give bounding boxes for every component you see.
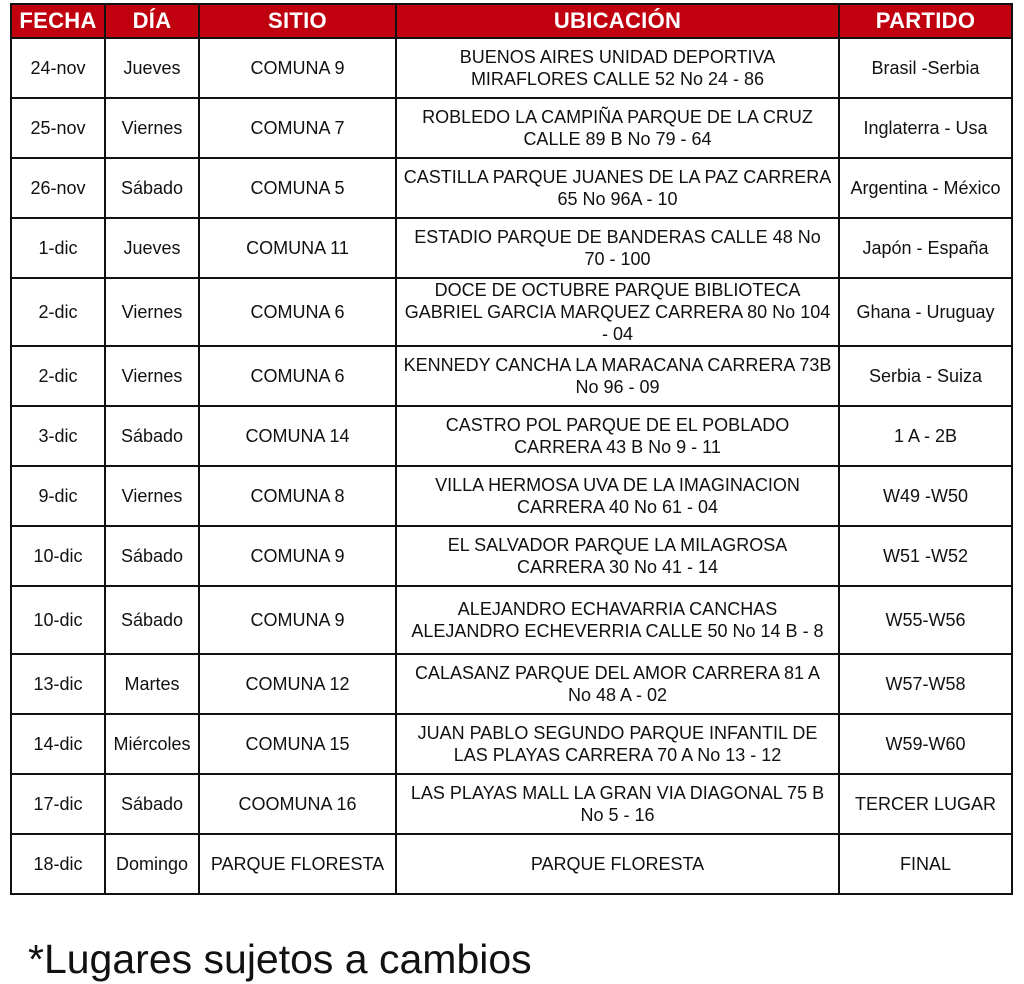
- cell-fecha: 13-dic: [11, 654, 105, 714]
- schedule-table: [10, 3, 1013, 895]
- cell-fecha: 10-dic: [11, 526, 105, 586]
- cell-dia: Viernes: [105, 278, 199, 346]
- cell-sitio: COMUNA 12: [199, 654, 396, 714]
- cell-partido: FINAL: [839, 834, 1012, 894]
- cell-sitio: COOMUNA 16: [199, 774, 396, 834]
- cell-fecha: 2-dic: [11, 346, 105, 406]
- cell-dia: Jueves: [105, 218, 199, 278]
- cell-partido: Inglaterra - Usa: [839, 98, 1012, 158]
- footnote: *Lugares sujetos a cambios: [28, 936, 532, 982]
- table-row: [11, 346, 1012, 406]
- cell-ubicacion: PARQUE FLORESTA: [396, 834, 839, 894]
- cell-ubicacion: BUENOS AIRES UNIDAD DEPORTIVA MIRAFLORES CALLE 52 No 24 - 86: [396, 38, 839, 98]
- cell-fecha: 18-dic: [11, 834, 105, 894]
- cell-ubicacion: CASTRO POL PARQUE DE EL POBLADO CARRERA 43 B No 9 - 11: [396, 406, 839, 466]
- cell-sitio: COMUNA 9: [199, 38, 396, 98]
- cell-dia: Sábado: [105, 158, 199, 218]
- cell-partido: Argentina - México: [839, 158, 1012, 218]
- cell-dia: Domingo: [105, 834, 199, 894]
- cell-sitio: COMUNA 7: [199, 98, 396, 158]
- cell-sitio: COMUNA 6: [199, 278, 396, 346]
- cell-ubicacion: ESTADIO PARQUE DE BANDERAS CALLE 48 No 70 - 100: [396, 218, 839, 278]
- cell-fecha: 10-dic: [11, 586, 105, 654]
- cell-partido: Ghana - Uruguay: [839, 278, 1012, 346]
- table-row: [11, 834, 1012, 894]
- cell-dia: Miércoles: [105, 714, 199, 774]
- cell-dia: Sábado: [105, 406, 199, 466]
- cell-sitio: COMUNA 9: [199, 586, 396, 654]
- cell-ubicacion: LAS PLAYAS MALL LA GRAN VIA DIAGONAL 75 B No 5 - 16: [396, 774, 839, 834]
- cell-dia: Jueves: [105, 38, 199, 98]
- cell-dia: Martes: [105, 654, 199, 714]
- cell-ubicacion: ALEJANDRO ECHAVARRIA CANCHAS ALEJANDRO ECHEVERRIA CALLE 50 No 14 B - 8: [396, 586, 839, 654]
- header-sitio: SITIO: [199, 4, 396, 38]
- header-row: [11, 4, 1012, 38]
- cell-dia: Sábado: [105, 526, 199, 586]
- cell-partido: W55-W56: [839, 586, 1012, 654]
- header-fecha: FECHA: [11, 4, 105, 38]
- cell-partido: Serbia - Suiza: [839, 346, 1012, 406]
- table-row: [11, 774, 1012, 834]
- cell-sitio: COMUNA 15: [199, 714, 396, 774]
- cell-dia: Sábado: [105, 586, 199, 654]
- cell-dia: Viernes: [105, 346, 199, 406]
- cell-dia: Sábado: [105, 774, 199, 834]
- cell-fecha: 26-nov: [11, 158, 105, 218]
- cell-partido: W59-W60: [839, 714, 1012, 774]
- cell-ubicacion: ROBLEDO LA CAMPIÑA PARQUE DE LA CRUZ CALLE 89 B No 79 - 64: [396, 98, 839, 158]
- cell-fecha: 24-nov: [11, 38, 105, 98]
- cell-fecha: 25-nov: [11, 98, 105, 158]
- table-row: [11, 526, 1012, 586]
- cell-sitio: PARQUE FLORESTA: [199, 834, 396, 894]
- table-row: [11, 218, 1012, 278]
- table-row: [11, 654, 1012, 714]
- cell-ubicacion: CASTILLA PARQUE JUANES DE LA PAZ CARRERA 65 No 96A - 10: [396, 158, 839, 218]
- cell-sitio: COMUNA 6: [199, 346, 396, 406]
- table-row: [11, 158, 1012, 218]
- cell-partido: Japón - España: [839, 218, 1012, 278]
- cell-sitio: COMUNA 14: [199, 406, 396, 466]
- header-partido: PARTIDO: [839, 4, 1012, 38]
- table-row: [11, 98, 1012, 158]
- table-row: [11, 38, 1012, 98]
- cell-partido: 1 A - 2B: [839, 406, 1012, 466]
- cell-fecha: 17-dic: [11, 774, 105, 834]
- table-row: [11, 466, 1012, 526]
- header-ubicacion: UBICACIÓN: [396, 4, 839, 38]
- cell-partido: W51 -W52: [839, 526, 1012, 586]
- table-row: [11, 406, 1012, 466]
- cell-ubicacion: JUAN PABLO SEGUNDO PARQUE INFANTIL DE LAS PLAYAS CARRERA 70 A No 13 - 12: [396, 714, 839, 774]
- cell-partido: W49 -W50: [839, 466, 1012, 526]
- cell-partido: TERCER LUGAR: [839, 774, 1012, 834]
- table-row: [11, 586, 1012, 654]
- table-row: [11, 714, 1012, 774]
- cell-fecha: 1-dic: [11, 218, 105, 278]
- cell-ubicacion: DOCE DE OCTUBRE PARQUE BIBLIOTECA GABRIEL GARCIA MARQUEZ CARRERA 80 No 104 - 04: [396, 278, 839, 346]
- cell-ubicacion: EL SALVADOR PARQUE LA MILAGROSA CARRERA 30 No 41 - 14: [396, 526, 839, 586]
- cell-ubicacion: CALASANZ PARQUE DEL AMOR CARRERA 81 A No 48 A - 02: [396, 654, 839, 714]
- cell-fecha: 3-dic: [11, 406, 105, 466]
- cell-partido: W57-W58: [839, 654, 1012, 714]
- header-dia: DÍA: [105, 4, 199, 38]
- cell-ubicacion: KENNEDY CANCHA LA MARACANA CARRERA 73B No 96 - 09: [396, 346, 839, 406]
- table-row: [11, 278, 1012, 346]
- cell-fecha: 9-dic: [11, 466, 105, 526]
- cell-sitio: COMUNA 11: [199, 218, 396, 278]
- cell-dia: Viernes: [105, 466, 199, 526]
- cell-sitio: COMUNA 5: [199, 158, 396, 218]
- cell-fecha: 2-dic: [11, 278, 105, 346]
- cell-ubicacion: VILLA HERMOSA UVA DE LA IMAGINACION CARRERA 40 No 61 - 04: [396, 466, 839, 526]
- cell-dia: Viernes: [105, 98, 199, 158]
- cell-sitio: COMUNA 8: [199, 466, 396, 526]
- cell-fecha: 14-dic: [11, 714, 105, 774]
- cell-partido: Brasil -Serbia: [839, 38, 1012, 98]
- cell-sitio: COMUNA 9: [199, 526, 396, 586]
